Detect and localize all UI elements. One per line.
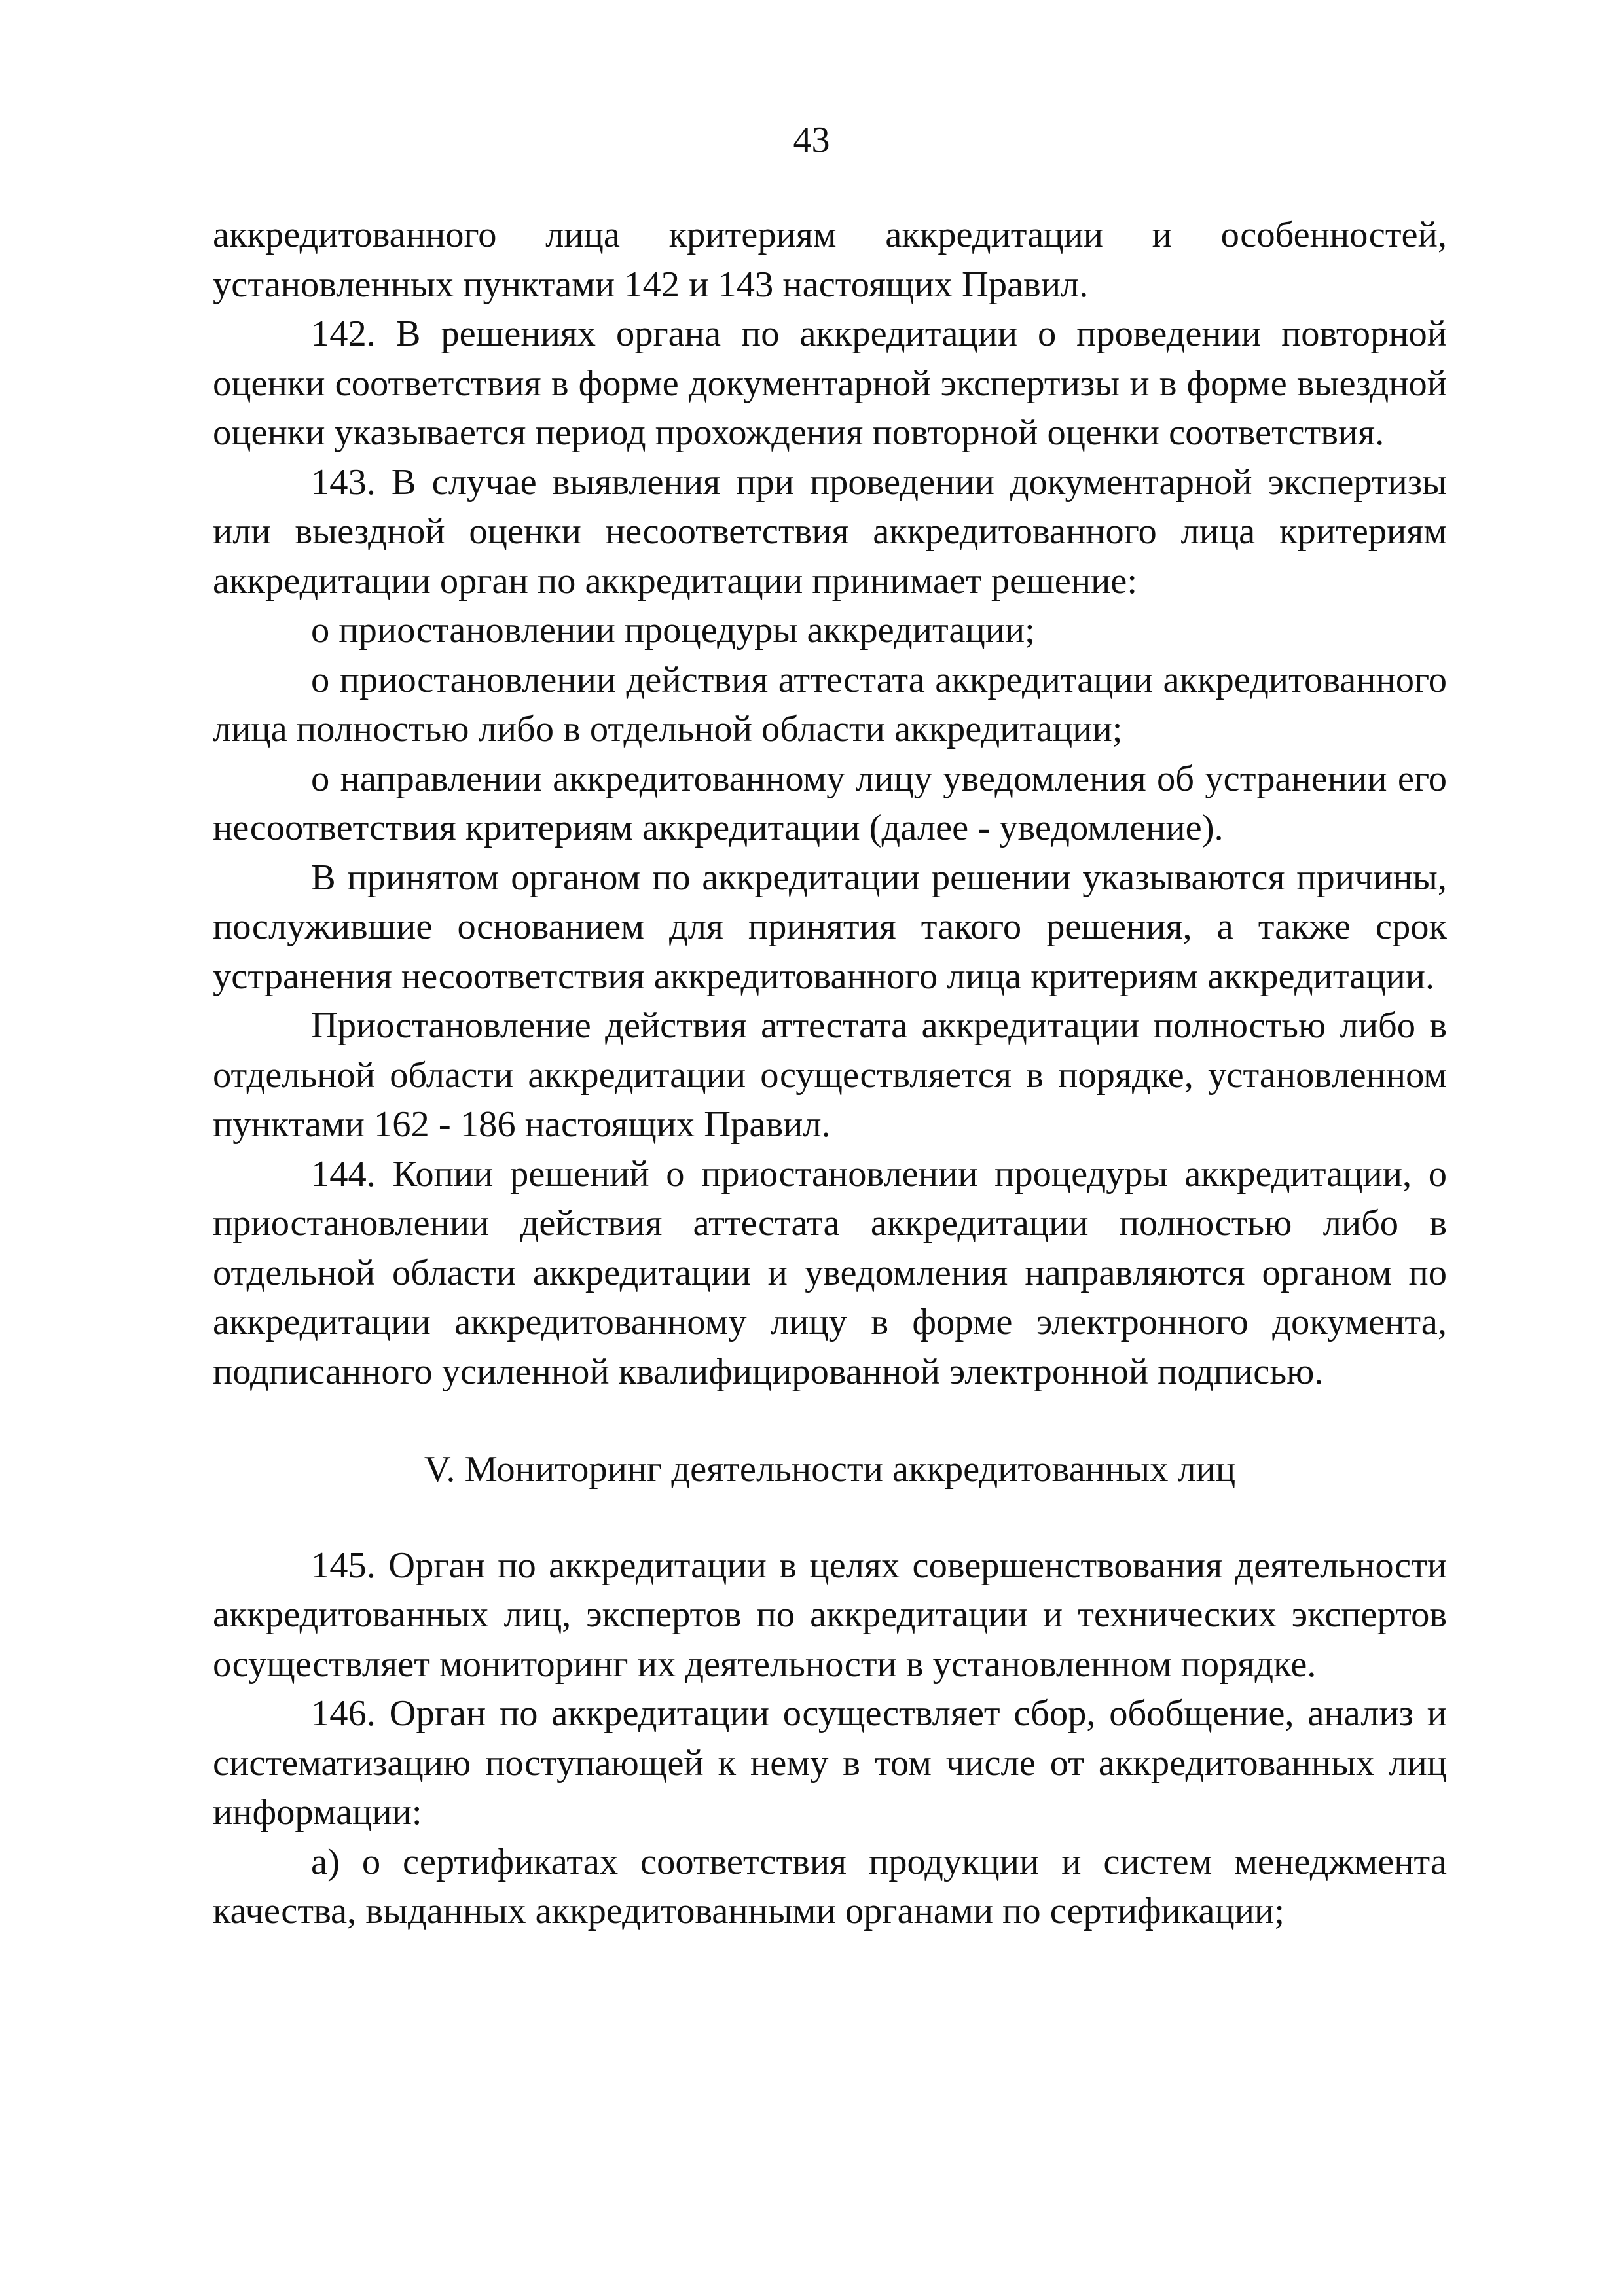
section-heading: V. Мониторинг деятельности аккредитованных лиц — [424, 1449, 1236, 1490]
paragraph-144: 144. Копии решений о приостановлении процедуры аккредитации, о приостановлении действия аттестата аккредитации полностью либо в отдельной области аккредитации и уведомления направляются органом по аккредитации аккредитованному лицу в форме электронного документа, подписанного усиленной квалифицированной электронной подписью. — [213, 1153, 1447, 1392]
paragraph-suspension-order: Приостановление действия аттестата аккредитации полностью либо в отдельной области аккредитации осуществляется в порядке, установленном пунктами 162 - 186 настоящих Правил. — [213, 1005, 1447, 1145]
list-item-suspend-certificate: о приостановлении действия аттестата аккредитации аккредитованного лица полностью либо в отдельной области аккредитации; — [213, 659, 1447, 749]
paragraph-143: 143. В случае выявления при проведении документарной экспертизы или выездной оценки несоответствия аккредитованного лица критериям аккредитации орган по аккредитации принимает решение: — [213, 461, 1447, 601]
paragraph-146: 146. Орган по аккредитации осуществляет сбор, обобщение, анализ и систематизацию поступающей к нему в том числе от аккредитованных лиц информации: — [213, 1693, 1447, 1833]
page-number: 43 — [793, 120, 830, 160]
list-item-a-certificates: а) о сертификатах соответствия продукции и систем менеджмента качества, выданных аккредитованными органами по сертификации; — [213, 1841, 1447, 1931]
list-item-suspend-procedure: о приостановлении процедуры аккредитации; — [311, 610, 1035, 651]
list-item-send-notice: о направлении аккредитованному лицу уведомления об устранении его несоответствия критериям аккредитации (далее - уведомление). — [213, 758, 1447, 848]
document-body — [213, 211, 1447, 1937]
paragraph-decision-reasons: В принятом органом по аккредитации решении указываются причины, послужившие основанием для принятия такого решения, а также срок устранения несоответствия аккредитованного лица критериям аккредитации. — [213, 857, 1447, 997]
paragraph-142: 142. В решениях органа по аккредитации о проведении повторной оценки соответствия в форме документарной экспертизы и в форме выездной оценки указывается период прохождения повторной оценки соответствия. — [213, 314, 1447, 453]
paragraph-continuation: аккредитованного лица критериям аккредитации и особенностей, установленных пунктами 142 и 143 настоящих Правил. — [213, 215, 1447, 305]
paragraph-145: 145. Орган по аккредитации в целях совершенствования деятельности аккредитованных лиц, экспертов по аккредитации и технических экспертов осуществляет мониторинг их деятельности в установленном порядке. — [213, 1545, 1447, 1685]
